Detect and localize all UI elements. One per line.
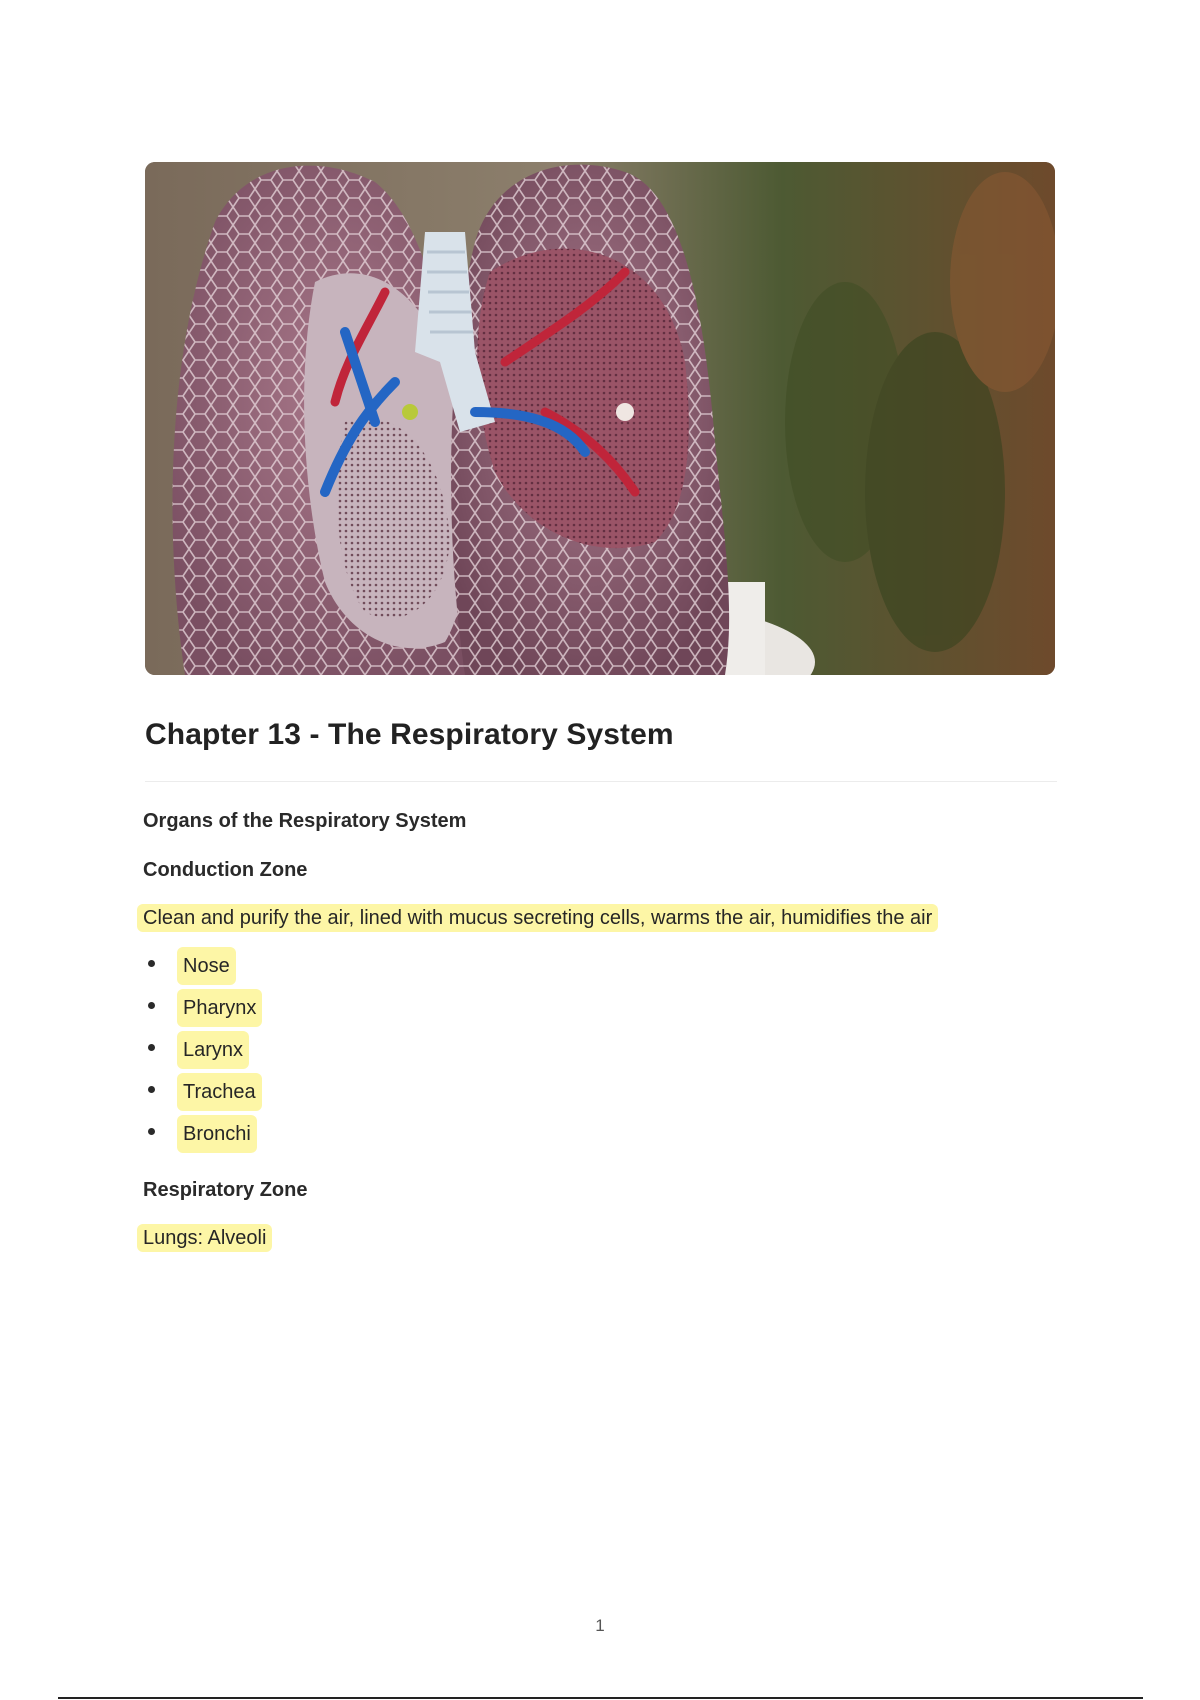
page-number: 1 bbox=[595, 1616, 605, 1635]
list-item-label: Nose bbox=[177, 947, 236, 985]
highlighted-text: Lungs: Alveoli bbox=[137, 1224, 272, 1252]
organs-heading: Organs of the Respiratory System bbox=[143, 810, 467, 832]
highlighted-text: Clean and purify the air, lined with mucus secreting cells, warms the air, humidifies the air bbox=[137, 904, 938, 932]
list-item-label: Trachea bbox=[177, 1073, 262, 1111]
cover-image bbox=[145, 162, 1055, 675]
title-divider bbox=[145, 781, 1057, 782]
bullet-icon bbox=[148, 1002, 155, 1009]
conduction-zone-description bbox=[137, 902, 938, 936]
respiratory-zone-description bbox=[137, 1222, 272, 1256]
page-title: Chapter 13 - The Respiratory System bbox=[145, 718, 674, 751]
list-item-label: Pharynx bbox=[177, 989, 262, 1027]
page-bottom-rule bbox=[58, 1697, 1143, 1699]
bullet-icon bbox=[148, 1044, 155, 1051]
bullet-icon bbox=[148, 1128, 155, 1135]
bullet-icon bbox=[148, 960, 155, 967]
bullet-icon bbox=[148, 1086, 155, 1093]
conduction-zone-heading: Conduction Zone bbox=[143, 859, 308, 881]
respiratory-zone-heading: Respiratory Zone bbox=[143, 1179, 308, 1201]
list-item-label: Larynx bbox=[177, 1031, 249, 1069]
list-item-label: Bronchi bbox=[177, 1115, 257, 1153]
